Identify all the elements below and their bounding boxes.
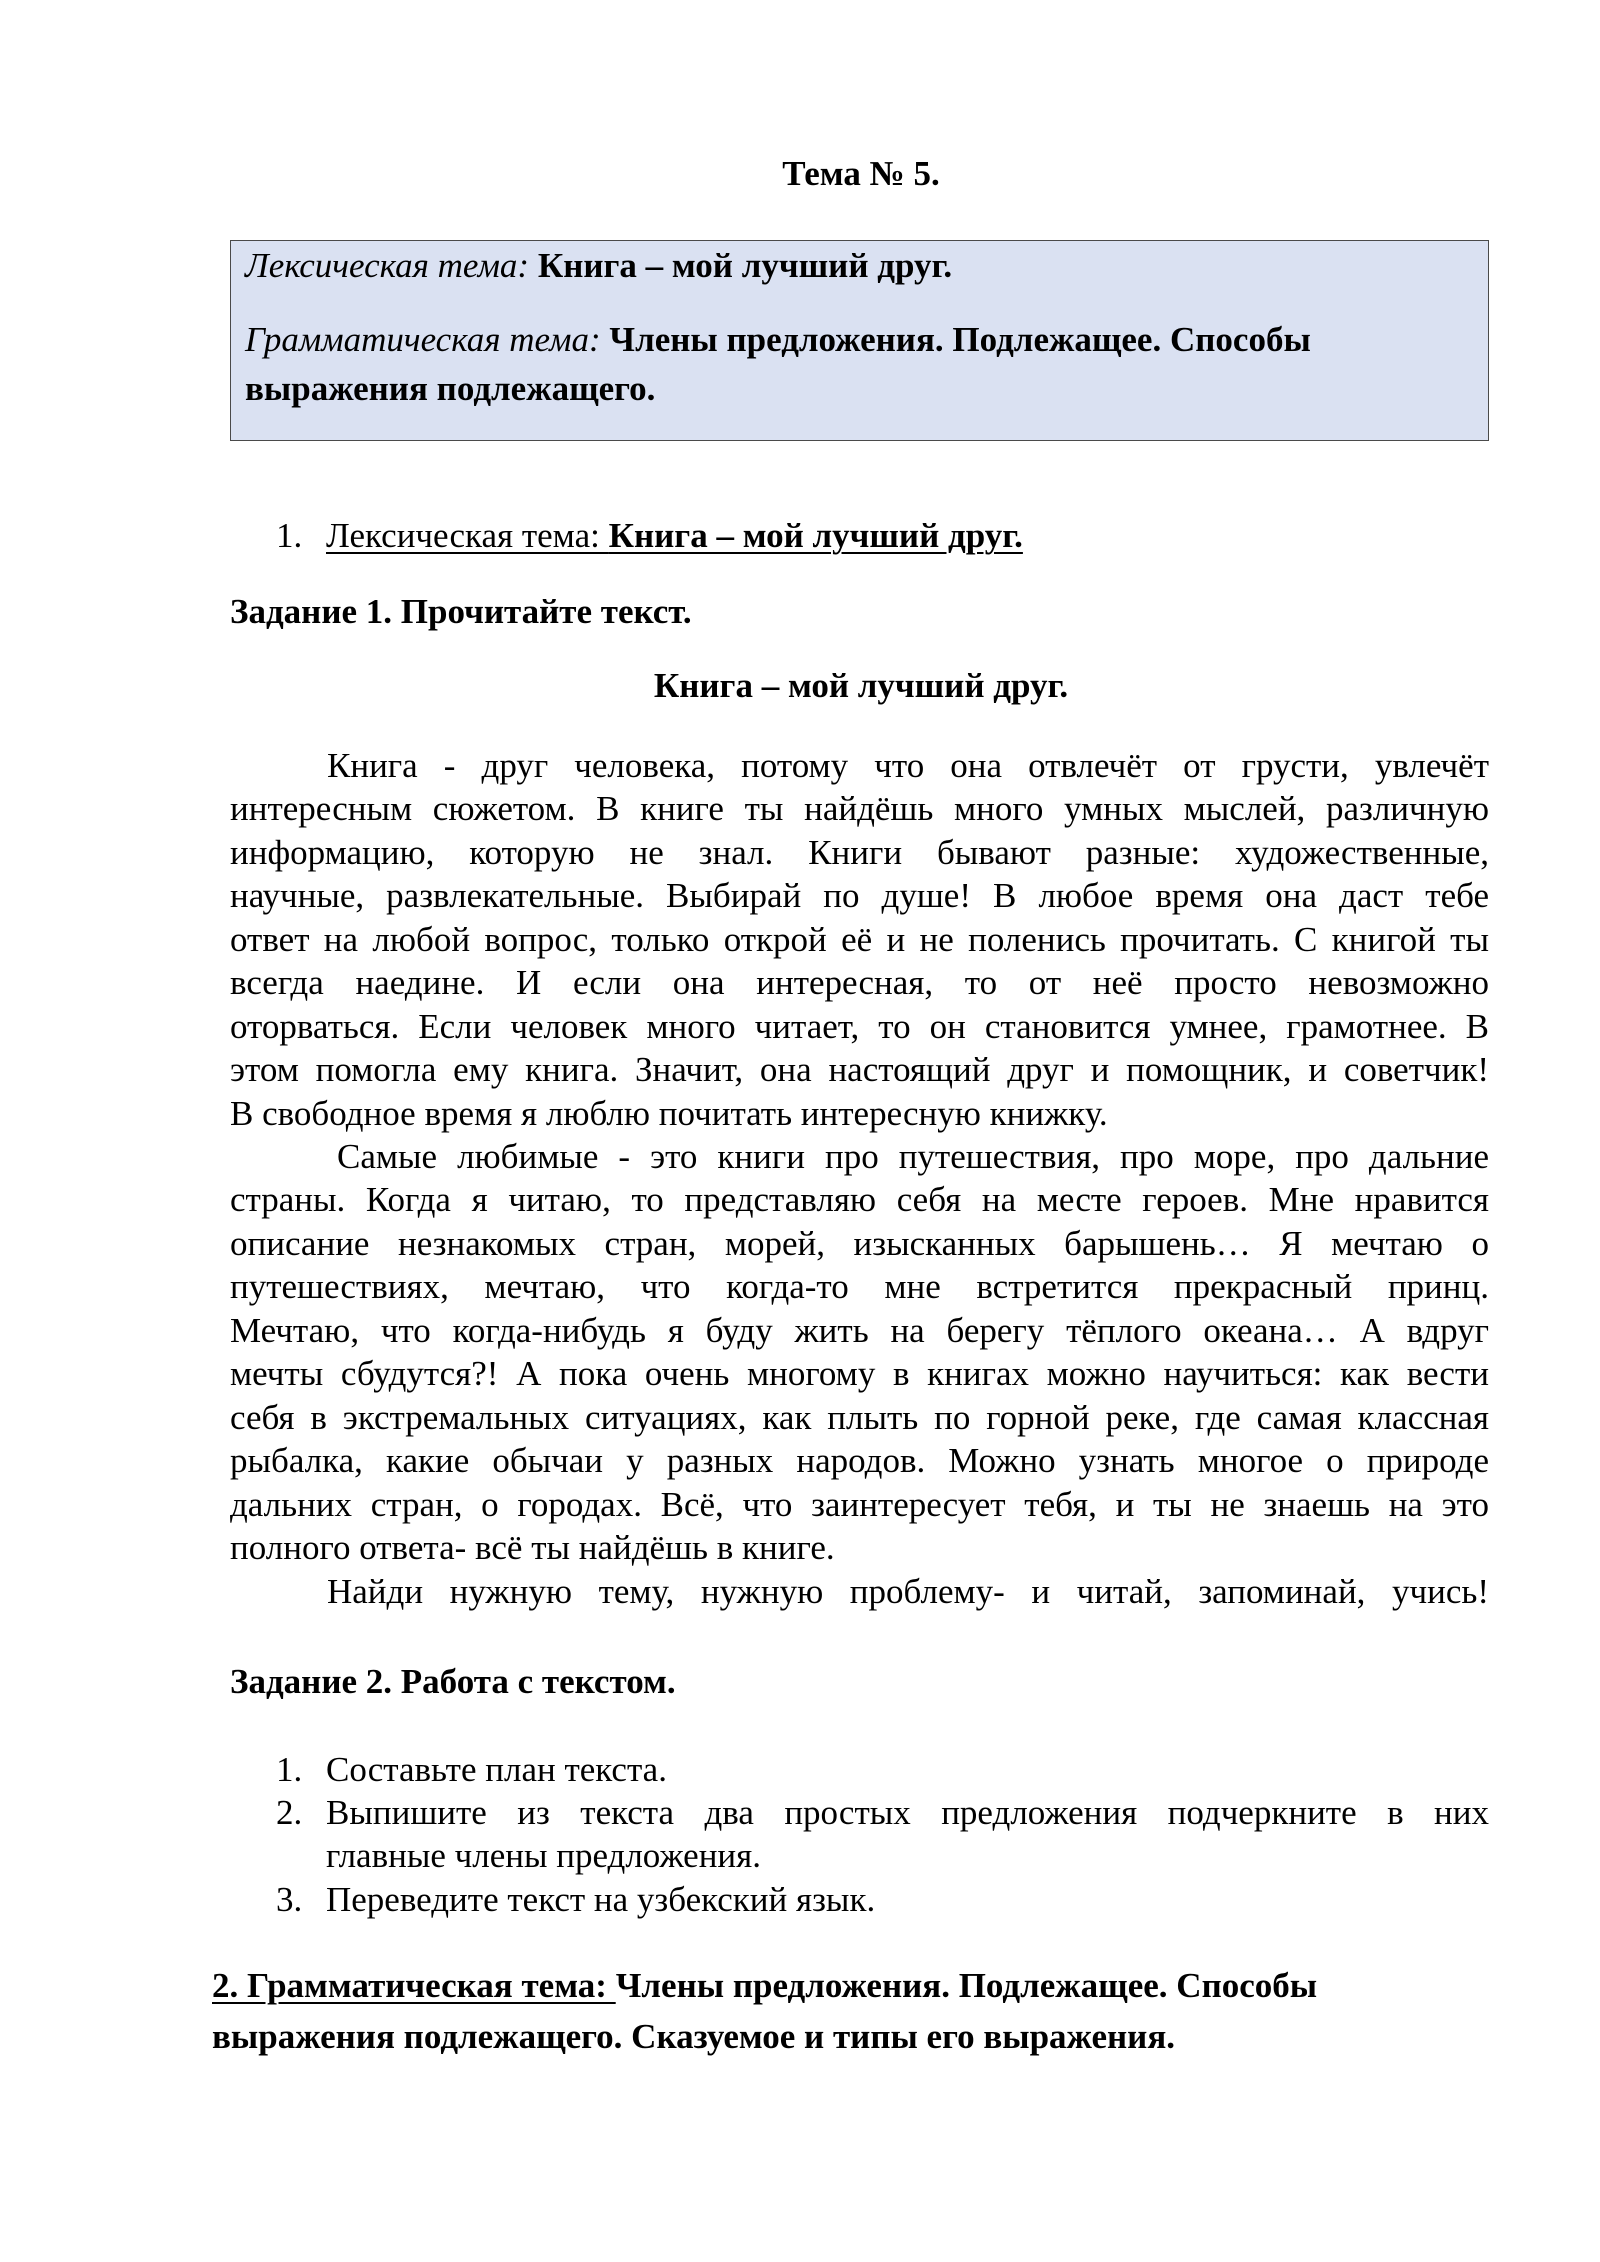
section1-label: Лексическая тема: — [326, 516, 609, 555]
paragraph-line: всегда наедине. И если она интересная, то от неё просто невозможно — [230, 963, 1489, 1003]
paragraph-line: дальних стран, о городах. Всё, что заинтересует тебя, и ты не знаешь на это — [230, 1484, 1489, 1524]
paragraph-line: информацию, которую не знал. Книги бывают разные: художественные, — [230, 832, 1489, 872]
task1-heading: Задание 1. Прочитайте текст. — [230, 592, 692, 631]
section2-value-line2: выражения подлежащего. Сказуемое и типы его выражения. — [212, 2017, 1176, 2056]
lexical-topic-value: Книга – мой лучший друг. — [537, 246, 953, 285]
paragraph-line: мечты сбудутся?! А пока очень многому в книгах можно научиться: как вести — [230, 1354, 1489, 1394]
grammar-topic-label: Грамматическая тема: — [245, 320, 610, 359]
section1-value: Книга – мой лучший друг. — [608, 516, 1023, 555]
lexical-topic-line — [245, 244, 952, 288]
paragraph-line: путешествиях, мечтаю, что когда-то мне встретится прекрасный принц. — [230, 1267, 1489, 1307]
paragraph-line: Найди нужную тему, нужную проблему- и читай, запоминай, учись! — [327, 1572, 1489, 1611]
paragraph-line: полного ответа- всё ты найдёшь в книге. — [230, 1528, 835, 1568]
section1-heading — [326, 514, 1023, 558]
paragraph-line: В свободное время я люблю почитать интересную книжку. — [230, 1093, 1108, 1133]
text-title: Книга – мой лучший друг. — [653, 666, 1069, 705]
task2-item-number: 3. — [276, 1880, 303, 1919]
paragraph-line: этом помогла ему книга. Значит, она настоящий друг и помощник, и советчик! — [230, 1050, 1489, 1090]
paragraph-line: себя в экстремальных ситуациях, как плыть по горной реке, где самая классная — [230, 1397, 1489, 1437]
grammar-topic-value-line2: выражения подлежащего. — [245, 369, 656, 408]
paragraph-line: описание незнакомых стран, морей, изысканных барышень… Я мечтаю о — [230, 1223, 1489, 1263]
paragraph-line: Самые любимые - это книги про путешествия, про море, про дальние — [337, 1137, 1489, 1176]
paragraph-line: Книга - друг человека, потому что она отвлечёт от грусти, увлечёт — [327, 746, 1489, 785]
section2-value-line1: Члены предложения. Подлежащее. Способы — [615, 1966, 1318, 2005]
text-paragraph-3 — [230, 1570, 1489, 1613]
section1-number: 1. — [276, 516, 303, 555]
task2-item-line: главные члены предложения. — [326, 1836, 762, 1876]
paragraph-line: рыбалка, какие обычаи у разных народов. Можно узнать многое о природе — [230, 1441, 1489, 1481]
task2-item: Составьте план текста. — [326, 1750, 667, 1789]
grammar-topic-value-line1: Члены предложения. Подлежащее. Способы — [609, 320, 1311, 359]
task2-item-number: 2. — [276, 1793, 303, 1832]
paragraph-line: интересным сюжетом. В книге ты найдёшь много умных мыслей, различную — [230, 789, 1489, 829]
text-paragraph-2 — [230, 1135, 1489, 1570]
paragraph-line: ответ на любой вопрос, только открой её и не поленись прочитать. С книгой ты — [230, 919, 1489, 959]
topic-box — [230, 240, 1489, 441]
task2-item — [326, 1791, 1489, 1878]
section2-label: 2. Грамматическая тема: — [212, 1966, 616, 2005]
paragraph-line: страны. Когда я читаю, то представляю себя на месте героев. Мне нравится — [230, 1180, 1489, 1220]
section2-heading — [212, 1960, 1512, 2062]
task2-item-number: 1. — [276, 1750, 303, 1789]
task2-heading: Задание 2. Работа с текстом. — [230, 1662, 676, 1701]
lexical-topic-label: Лексическая тема: — [245, 246, 538, 285]
document-title: Тема № 5. — [782, 154, 940, 193]
task2-item-line: Выпишите из текста два простых предложения подчеркните в них — [326, 1793, 1489, 1832]
section2-heading-line1 — [212, 1960, 1512, 2011]
text-paragraph-1 — [230, 744, 1489, 1135]
paragraph-line: Мечтаю, что когда-нибудь я буду жить на берегу тёплого океана… А вдруг — [230, 1310, 1489, 1350]
paragraph-line: оторваться. Если человек много читает, то он становится умнее, грамотнее. В — [230, 1006, 1489, 1046]
paragraph-line: научные, развлекательные. Выбирай по душе! В любое время она даст тебе — [230, 876, 1489, 916]
grammar-topic-line — [245, 318, 1311, 362]
task2-item: Переведите текст на узбекский язык. — [326, 1880, 876, 1919]
